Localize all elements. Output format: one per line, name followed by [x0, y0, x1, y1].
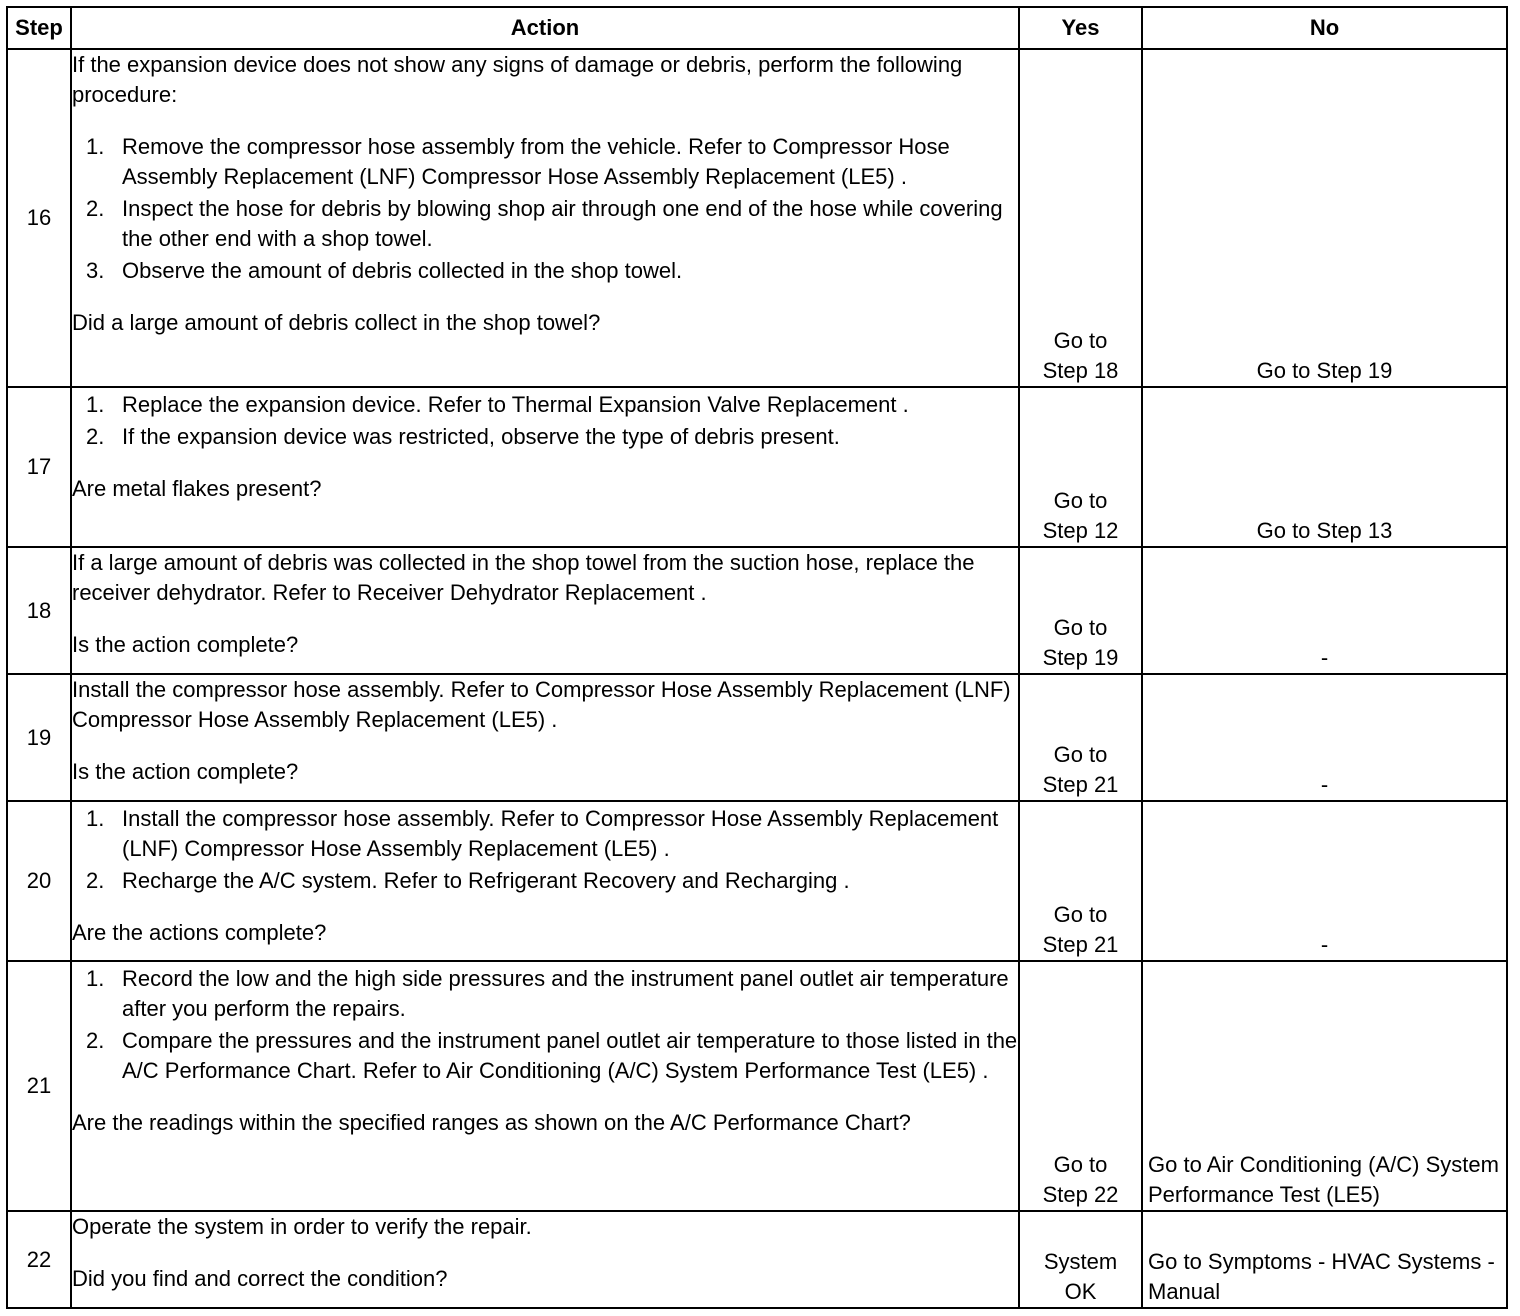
header-no: No — [1142, 7, 1507, 49]
step-number: 18 — [7, 547, 71, 674]
step-number: 17 — [7, 387, 71, 547]
table-row — [7, 387, 1507, 547]
list-item: 3. Observe the amount of debris collected in the shop towel. — [86, 258, 683, 283]
no-cell — [1142, 961, 1507, 1211]
action-question: Did you find and correct the condition? — [72, 1266, 448, 1291]
list-item: 1. Replace the expansion device. Refer to Thermal Expansion Valve Replacement . — [86, 392, 909, 417]
yes-cell: Go to Step 21 — [1019, 674, 1142, 801]
step-number: 16 — [7, 49, 71, 387]
list-item: 2. Recharge the A/C system. Refer to Refrigerant Recovery and Recharging . — [86, 868, 850, 893]
procedure-list — [72, 390, 1018, 452]
action-question: Are metal flakes present? — [72, 476, 322, 501]
table-row — [7, 1211, 1507, 1308]
action-question: Did a large amount of debris collect in the shop towel? — [72, 310, 601, 335]
action-intro: Install the compressor hose assembly. Refer to Compressor Hose Assembly Replacement (LNF) Compressor Hose Assembly Replacement (LE5) . — [72, 677, 1011, 732]
no-cell: Go to Step 19 — [1142, 49, 1507, 387]
yes-cell: System OK — [1019, 1211, 1142, 1308]
list-item: 2. Inspect the hose for debris by blowing shop air through one end of the hose while covering the other end with a shop towel. — [86, 196, 1003, 251]
header-step: Step — [7, 7, 71, 49]
step-number: 20 — [7, 801, 71, 961]
no-cell: - — [1142, 801, 1507, 961]
header-row — [7, 7, 1507, 49]
action-intro: Operate the system in order to verify the repair. — [72, 1214, 532, 1239]
list-item: 2. Compare the pressures and the instrument panel outlet air temperature to those listed in the A/C Performance Chart. Refer to Air Conditioning (A/C) System Performance Test (LE5) . — [86, 1028, 1018, 1083]
step-number: 22 — [7, 1211, 71, 1308]
diagnostic-table — [6, 6, 1508, 1309]
yes-cell: Go to Step 21 — [1019, 801, 1142, 961]
action-question: Are the readings within the specified ranges as shown on the A/C Performance Chart? — [72, 1110, 911, 1135]
table-row — [7, 674, 1507, 801]
action-question: Is the action complete? — [72, 759, 299, 784]
list-item: 1. Record the low and the high side pressures and the instrument panel outlet air temperature after you perform the repairs. — [86, 966, 1009, 1021]
step-number: 19 — [7, 674, 71, 801]
no-cell — [1142, 1211, 1507, 1308]
list-item: 2. If the expansion device was restricted, observe the type of debris present. — [86, 424, 840, 449]
list-item: 1. Remove the compressor hose assembly from the vehicle. Refer to Compressor Hose Assembly Replacement (LNF) Compressor Hose Assembly Replacement (LE5) . — [86, 134, 950, 189]
procedure-list — [72, 132, 1018, 286]
action-question: Is the action complete? — [72, 632, 299, 657]
action-question: Are the actions complete? — [72, 920, 327, 945]
table-row — [7, 801, 1507, 961]
header-yes: Yes — [1019, 7, 1142, 49]
no-cell: - — [1142, 547, 1507, 674]
procedure-list — [72, 804, 1018, 896]
action-cell — [71, 674, 1019, 801]
procedure-list — [72, 964, 1018, 1086]
table-row — [7, 547, 1507, 674]
no-link-text: Go to Symptoms - HVAC Systems - Manual — [1148, 1249, 1495, 1304]
yes-cell: Go to Step 19 — [1019, 547, 1142, 674]
action-cell — [71, 387, 1019, 547]
no-link-text: Go to Air Conditioning (A/C) System Performance Test (LE5) — [1148, 1152, 1499, 1207]
table-row — [7, 49, 1507, 387]
yes-cell: Go to Step 22 — [1019, 961, 1142, 1211]
no-cell: Go to Step 13 — [1142, 387, 1507, 547]
step-number: 21 — [7, 961, 71, 1211]
action-intro: If the expansion device does not show any signs of damage or debris, perform the following procedure: — [72, 52, 963, 107]
list-item: 1. Install the compressor hose assembly. Refer to Compressor Hose Assembly Replacement (LNF) Compressor Hose Assembly Replacement (LE5) . — [86, 806, 999, 861]
action-cell — [71, 49, 1019, 387]
header-action: Action — [71, 7, 1019, 49]
action-cell — [71, 801, 1019, 961]
yes-cell: Go to Step 12 — [1019, 387, 1142, 547]
action-intro: If a large amount of debris was collected in the shop towel from the suction hose, replace the receiver dehydrator. Refer to Receiver Dehydrator Replacement . — [72, 550, 975, 605]
yes-cell: Go to Step 18 — [1019, 49, 1142, 387]
action-cell — [71, 961, 1019, 1211]
table-row — [7, 961, 1507, 1211]
no-cell: - — [1142, 674, 1507, 801]
action-cell — [71, 547, 1019, 674]
action-cell — [71, 1211, 1019, 1308]
